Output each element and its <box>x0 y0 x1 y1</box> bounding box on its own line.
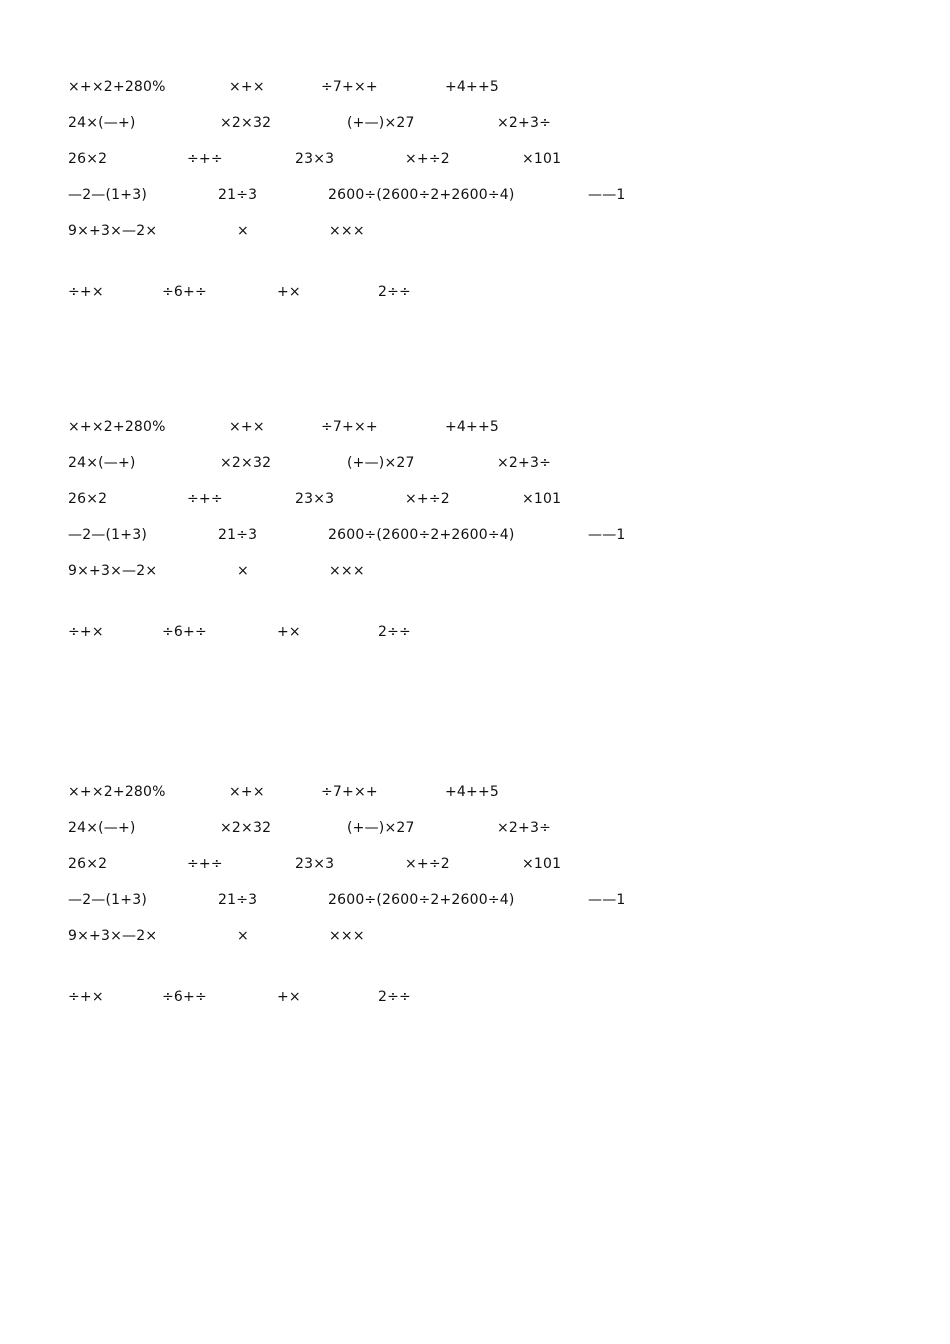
expression: × <box>237 223 249 239</box>
expression: ÷7+×+ <box>321 79 378 95</box>
expression: +× <box>277 989 301 1005</box>
expression: ——1 <box>588 527 626 543</box>
expression: 24×(—+) <box>68 455 136 471</box>
expression: × <box>237 563 249 579</box>
expression: 24×(—+) <box>68 820 136 836</box>
expression: ÷+× <box>68 624 104 640</box>
expression: ——1 <box>588 187 626 203</box>
expression: 2÷÷ <box>378 624 411 640</box>
expression: (+—)×27 <box>347 455 415 471</box>
expression-row <box>0 818 950 838</box>
expression: ×2×32 <box>220 455 272 471</box>
expression: ××× <box>329 928 365 944</box>
expression: ×+×2+280% <box>68 79 166 95</box>
expression: ×+÷2 <box>405 151 450 167</box>
expression: +4++5 <box>445 79 500 95</box>
expression: —2—(1+3) <box>68 187 147 203</box>
expression: 2÷÷ <box>378 989 411 1005</box>
expression: ×+×2+280% <box>68 784 166 800</box>
expression-row <box>0 987 950 1007</box>
expression-row <box>0 561 950 581</box>
expression: 23×3 <box>295 151 335 167</box>
expression: ÷7+×+ <box>321 784 378 800</box>
expression: +4++5 <box>445 784 500 800</box>
expression-row <box>0 113 950 133</box>
expression: ×+÷2 <box>405 491 450 507</box>
expression: ×2×32 <box>220 115 272 131</box>
expression: 21÷3 <box>218 187 258 203</box>
expression: 24×(—+) <box>68 115 136 131</box>
expression: ×+÷2 <box>405 856 450 872</box>
expression: ×101 <box>522 151 562 167</box>
expression: ×2×32 <box>220 820 272 836</box>
expression-row <box>0 890 950 910</box>
expression: ×2+3÷ <box>497 820 552 836</box>
expression: ×+×2+280% <box>68 419 166 435</box>
expression: 26×2 <box>68 491 108 507</box>
expression-row <box>0 782 950 802</box>
expression: ÷+× <box>68 284 104 300</box>
expression: ——1 <box>588 892 626 908</box>
expression: ×+× <box>229 419 265 435</box>
expression-row <box>0 417 950 437</box>
expression: 9×+3×—2× <box>68 928 158 944</box>
expression: ×2+3÷ <box>497 455 552 471</box>
expression-row <box>0 282 950 302</box>
expression: ×+× <box>229 79 265 95</box>
expression-row <box>0 221 950 241</box>
expression: 2600÷(2600÷2+2600÷4) <box>328 527 515 543</box>
expression: ××× <box>329 223 365 239</box>
expression-row <box>0 453 950 473</box>
expression-row <box>0 149 950 169</box>
expression: 9×+3×—2× <box>68 563 158 579</box>
expression: ÷+× <box>68 989 104 1005</box>
expression: 23×3 <box>295 856 335 872</box>
expression-row <box>0 926 950 946</box>
expression: (+—)×27 <box>347 820 415 836</box>
expression: —2—(1+3) <box>68 892 147 908</box>
expression: —2—(1+3) <box>68 527 147 543</box>
expression: 21÷3 <box>218 892 258 908</box>
expression: ÷+÷ <box>187 856 223 872</box>
expression: ÷7+×+ <box>321 419 378 435</box>
expression: ÷6+÷ <box>162 624 207 640</box>
expression: 21÷3 <box>218 527 258 543</box>
expression: ×+× <box>229 784 265 800</box>
expression: 23×3 <box>295 491 335 507</box>
expression: ÷+÷ <box>187 151 223 167</box>
expression-row <box>0 525 950 545</box>
expression: ×101 <box>522 856 562 872</box>
expression-row <box>0 185 950 205</box>
expression: × <box>237 928 249 944</box>
expression: 2÷÷ <box>378 284 411 300</box>
expression: 2600÷(2600÷2+2600÷4) <box>328 892 515 908</box>
expression: ÷+÷ <box>187 491 223 507</box>
expression: +× <box>277 284 301 300</box>
expression-row <box>0 77 950 97</box>
expression: ÷6+÷ <box>162 284 207 300</box>
expression: ÷6+÷ <box>162 989 207 1005</box>
expression: 9×+3×—2× <box>68 223 158 239</box>
expression: 26×2 <box>68 151 108 167</box>
expression: 26×2 <box>68 856 108 872</box>
expression: (+—)×27 <box>347 115 415 131</box>
expression-row <box>0 622 950 642</box>
expression: +4++5 <box>445 419 500 435</box>
expression: ××× <box>329 563 365 579</box>
expression: +× <box>277 624 301 640</box>
expression: ×2+3÷ <box>497 115 552 131</box>
expression-row <box>0 854 950 874</box>
expression-row <box>0 489 950 509</box>
expression: 2600÷(2600÷2+2600÷4) <box>328 187 515 203</box>
expression: ×101 <box>522 491 562 507</box>
